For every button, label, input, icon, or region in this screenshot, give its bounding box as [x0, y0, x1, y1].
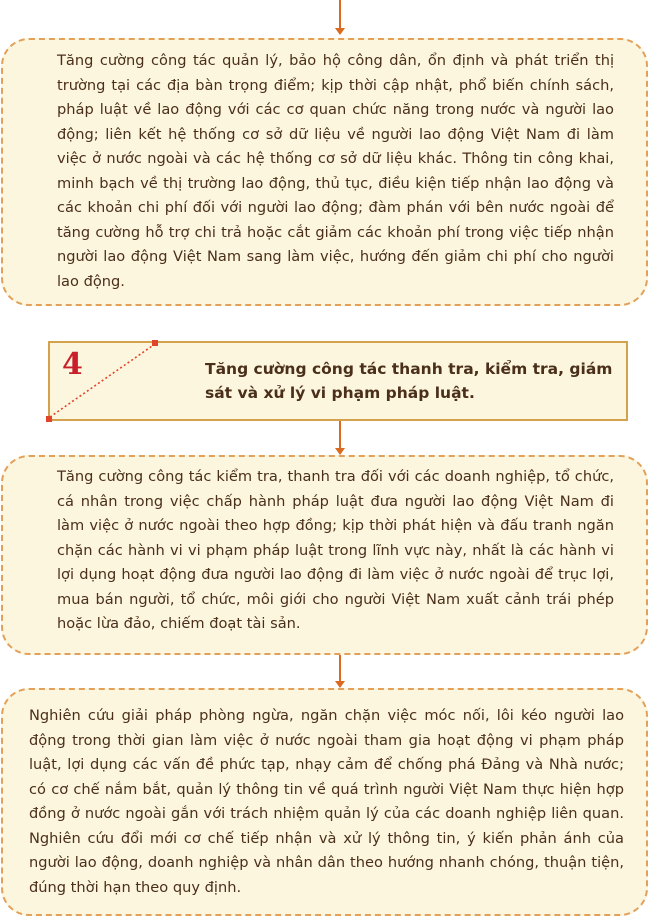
- step-4-header: [48, 341, 628, 421]
- arrow-down-icon: [335, 448, 345, 455]
- management-text: Tăng cường công tác quản lý, bảo hộ công dân, ổn định và phát triển thị trường tại các địa bàn trọng điểm; kịp thời cập nhật, phổ biến chính sách, pháp luật về lao động với các cơ quan chức năng trong nước và người lao động; liên kết hệ thống cơ sở dữ liệu về người lao động Việt Nam đi làm việc ở nước ngoài và các hệ thống cơ sở dữ liệu khác. Thông tin công khai, minh bạch về thị trường lao động, thủ tục, điều kiện tiếp nhận lao động và các khoản chi phí đối với người lao động; đàm phán với bên nước ngoài để tăng cường hỗ trợ chi trả hoặc cắt giảm các khoản phí trong việc tiếp nhận người lao động Việt Nam sang làm việc, hướng đến giảm chi phí cho người lao động.: [57, 52, 614, 290]
- prevention-text-box: [1, 688, 648, 916]
- diagonal-connector-icon: [48, 341, 158, 421]
- corner-dot: [46, 416, 52, 422]
- arrow-down-icon: [335, 681, 345, 688]
- step-number: 4: [62, 347, 83, 382]
- inspection-text-box: [1, 455, 648, 655]
- connector-line: [339, 421, 341, 449]
- inspection-text: Tăng cường công tác kiểm tra, thanh tra đối với các doanh nghiệp, tổ chức, cá nhân trong việc chấp hành pháp luật đưa người lao động Việt Nam đi làm việc ở nước ngoài theo hợp đồng; kịp thời phát hiện và đấu tranh ngăn chặn các hành vi vi phạm pháp luật trong lĩnh vực này, nhất là các hành vi lợi dụng hoạt động đưa người lao động đi làm việc ở nước ngoài để trục lợi, mua bán người, tổ chức, môi giới cho người Việt Nam xuất cảnh trái phép hoặc lừa đảo, chiếm đoạt tài sản.: [57, 468, 614, 632]
- step-title: Tăng cường công tác thanh tra, kiểm tra, giám sát và xử lý vi phạm pháp luật.: [205, 360, 613, 402]
- connector-line-top: [339, 0, 341, 28]
- connector-line: [339, 655, 341, 682]
- management-text-box: [1, 38, 648, 306]
- corner-dot: [152, 340, 158, 346]
- arrow-down-icon: [335, 28, 345, 35]
- prevention-text: Nghiên cứu giải pháp phòng ngừa, ngăn chặn việc móc nối, lôi kéo người lao động trong thời gian làm việc ở nước ngoài tham gia hoạt động vi phạm pháp luật, lợi dụng các vấn đề phức tạp, nhạy cảm để chống phá Đảng và Nhà nước; có cơ chế nắm bắt, quản lý thông tin về quá trình người Việt Nam thực hiện hợp đồng ở nước ngoài gắn với trách nhiệm quản lý của các doanh nghiệp liên quan. Nghiên cứu đổi mới cơ chế tiếp nhận và xử lý thông tin, ý kiến phản ánh của người lao động, doanh nghiệp và nhân dân theo hướng nhanh chóng, thuận tiện, đúng thời hạn theo quy định.: [29, 707, 624, 896]
